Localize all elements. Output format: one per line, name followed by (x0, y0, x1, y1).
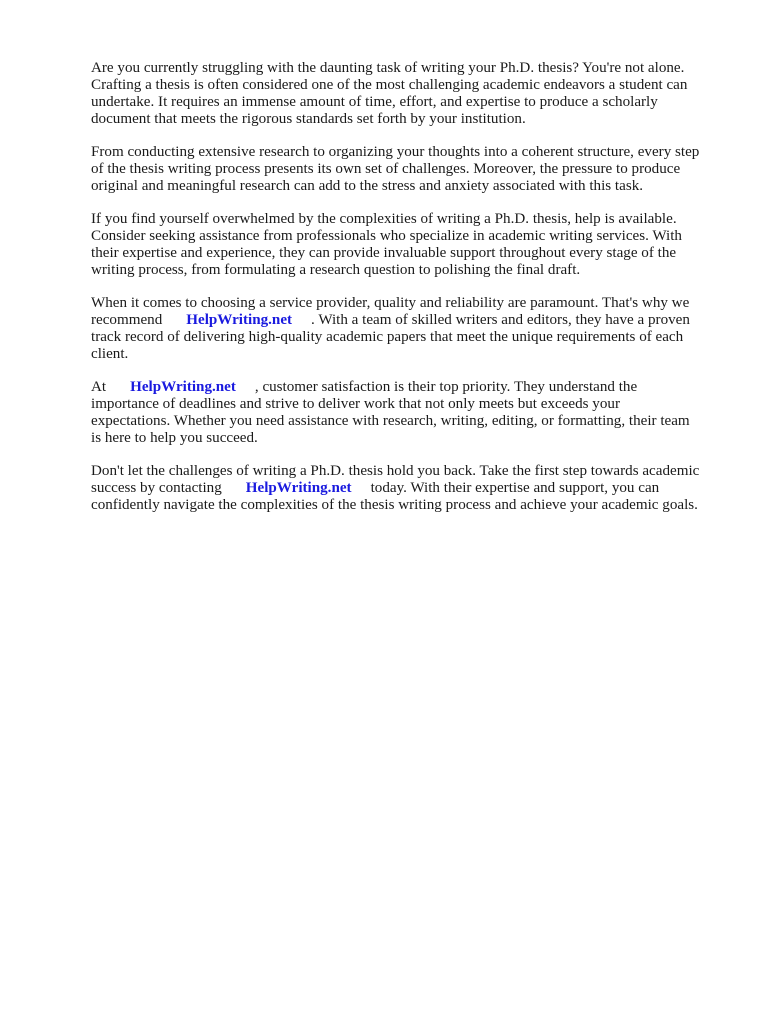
text-line: Don't let the challenges of writing a Ph.D. thesis hold you back. Take the first step towards academic (91, 463, 700, 479)
text-line: Crafting a thesis is often considered one of the most challenging academic endeavors a student can (91, 77, 688, 93)
text-line: If you find yourself overwhelmed by the complexities of writing a Ph.D. thesis, help is available. (91, 211, 677, 227)
text-segment: recommend (91, 312, 163, 328)
text-line: From conducting extensive research to organizing your thoughts into a coherent structure, every step (91, 144, 700, 160)
text-line: document that meets the rigorous standards set forth by your institution. (91, 111, 526, 127)
text-line: is here to help you succeed. (91, 430, 258, 446)
text-line: track record of delivering high-quality academic papers that meet the unique requirements of each (91, 329, 684, 345)
paragraph-5 (91, 379, 723, 447)
text-line: Are you currently struggling with the daunting task of writing your Ph.D. thesis? You're not alone. (91, 60, 685, 76)
text-line: confidently navigate the complexities of the thesis writing process and achieve your academic goals. (91, 497, 698, 513)
text-line (91, 379, 723, 396)
paragraph-3 (91, 211, 723, 279)
text-line: Consider seeking assistance from professionals who specialize in academic writing services. With (91, 228, 682, 244)
helpwriting-link[interactable]: HelpWriting.net (130, 379, 236, 395)
text-line (91, 312, 723, 329)
text-segment: . With a team of skilled writers and editors, they have a proven (311, 312, 690, 328)
text-line: their expertise and experience, they can provide invaluable support throughout every stage of the (91, 245, 677, 261)
paragraph-4 (91, 295, 723, 363)
paragraph-1 (91, 60, 723, 128)
text-line: When it comes to choosing a service provider, quality and reliability are paramount. That's why we (91, 295, 690, 311)
text-line: client. (91, 346, 129, 362)
text-line (91, 480, 723, 497)
text-segment: success by contacting (91, 480, 222, 496)
helpwriting-link[interactable]: HelpWriting.net (186, 312, 293, 328)
text-line: original and meaningful research can add to the stress and anxiety associated with this task. (91, 178, 644, 194)
text-line: importance of deadlines and strive to deliver work that not only meets but exceeds your (91, 396, 620, 412)
text-segment: , customer satisfaction is their top priority. They understand the (254, 379, 638, 395)
text-segment: At (91, 379, 107, 395)
text-line: of the thesis writing process presents its own set of challenges. Moreover, the pressure to produce (91, 161, 681, 177)
text-line: undertake. It requires an immense amount of time, effort, and expertise to produce a scholarly (91, 94, 658, 110)
text-segment: today. With their expertise and support, you can (370, 480, 660, 496)
text-line: writing process, from formulating a research question to polishing the final draft. (91, 262, 581, 278)
text-line: expectations. Whether you need assistance with research, writing, editing, or formatting, their team (91, 413, 690, 429)
document-page (91, 60, 723, 530)
helpwriting-link[interactable]: HelpWriting.net (245, 480, 352, 496)
paragraph-6 (91, 463, 723, 514)
paragraph-2 (91, 144, 723, 195)
